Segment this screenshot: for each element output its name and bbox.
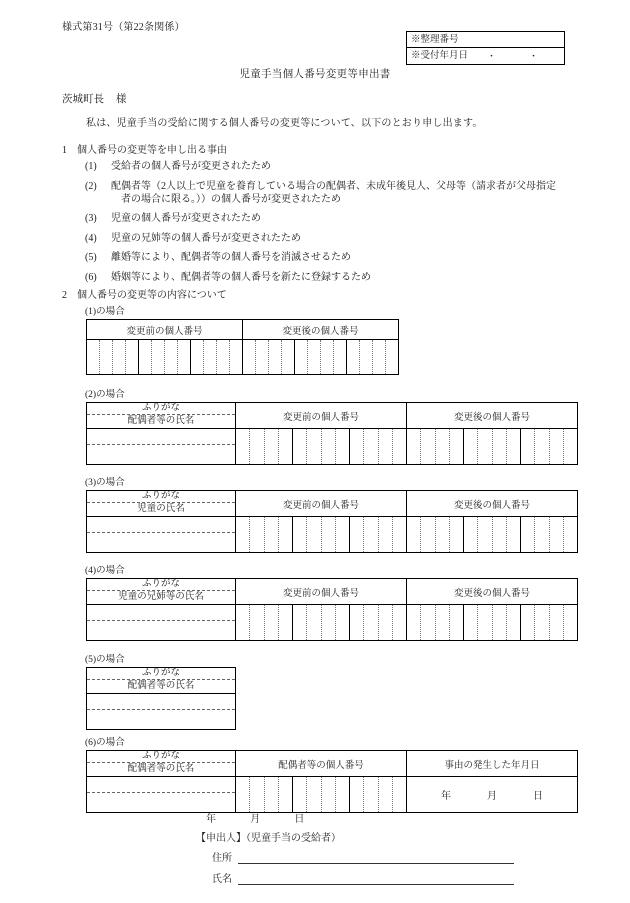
- digit-cell[interactable]: [507, 605, 521, 640]
- address-row: [212, 849, 514, 864]
- digit-cell[interactable]: [436, 429, 450, 464]
- mynumber-field-after[interactable]: [407, 517, 578, 553]
- digit-cell[interactable]: [464, 429, 478, 464]
- furigana-field[interactable]: [87, 429, 236, 445]
- digit-cell[interactable]: [550, 605, 564, 640]
- digit-cell[interactable]: [322, 429, 336, 464]
- digit-cell[interactable]: [421, 605, 435, 640]
- mynumber-field-before[interactable]: [236, 517, 407, 553]
- digit-cell[interactable]: [139, 340, 152, 374]
- digit-cell[interactable]: [336, 517, 350, 552]
- case-table-1: [86, 319, 399, 375]
- reason-text-line1: 配偶者等（2人以上で児童を養育している場合の配偶者、未成年後見人、父母等（請求者が父母指定: [111, 180, 556, 192]
- section1-heading: [62, 141, 227, 156]
- digit-cell[interactable]: [564, 605, 577, 640]
- digit-cells: [407, 429, 577, 464]
- digit-cell[interactable]: [450, 605, 464, 640]
- month-label: 月: [487, 791, 497, 802]
- section2-title: 個人番号の変更等の内容について: [77, 290, 227, 301]
- reason-marker: (6): [85, 271, 97, 283]
- digit-cell[interactable]: [243, 340, 256, 374]
- digit-cells: [236, 777, 406, 812]
- digit-cell[interactable]: [521, 517, 535, 552]
- table-header-row-2: [87, 680, 236, 694]
- digit-cells: [407, 517, 577, 552]
- reason-text-line2: 者の場合に限る。））の個人番号が変更されたため: [121, 193, 341, 205]
- digit-cell[interactable]: [364, 605, 378, 640]
- column-header-before: 変更前の個人番号: [236, 579, 407, 605]
- case-block-2: [86, 386, 578, 465]
- digit-cell[interactable]: [322, 777, 336, 812]
- digit-cell[interactable]: [379, 517, 393, 552]
- digit-cell[interactable]: [250, 517, 264, 552]
- name-field[interactable]: [87, 533, 236, 553]
- reason-item[interactable]: [85, 251, 585, 264]
- digit-cell[interactable]: [250, 429, 264, 464]
- digit-cell[interactable]: [279, 517, 293, 552]
- digit-cell[interactable]: [265, 605, 279, 640]
- digit-cell[interactable]: [464, 605, 478, 640]
- digit-cell[interactable]: [334, 340, 347, 374]
- digit-cell[interactable]: [379, 777, 393, 812]
- furigana-label: ふりがな: [87, 403, 236, 415]
- section1-number: 1: [62, 145, 67, 156]
- digit-cell[interactable]: [322, 605, 336, 640]
- digit-cell[interactable]: [336, 777, 350, 812]
- digit-cell[interactable]: [521, 605, 535, 640]
- mynumber-field-before[interactable]: [236, 429, 407, 465]
- column-header-before: 変更前の個人番号: [236, 403, 407, 429]
- digit-cell[interactable]: [550, 517, 564, 552]
- reason-item[interactable]: [85, 180, 585, 206]
- case-label: (5)の場合: [85, 655, 125, 665]
- digit-cell[interactable]: [379, 605, 393, 640]
- case-label: (3)の場合: [85, 478, 125, 488]
- case-block-6: [86, 734, 578, 813]
- name-input[interactable]: [238, 873, 514, 885]
- digit-cell[interactable]: [308, 340, 321, 374]
- table-body-row: [87, 605, 578, 621]
- table-header-row: [87, 491, 578, 503]
- digit-cell[interactable]: [535, 429, 549, 464]
- addressee: [62, 91, 127, 106]
- table-header-row: [87, 403, 578, 415]
- case-block-1: [86, 303, 399, 375]
- name-label: 児童の兄姉等の氏名: [87, 591, 236, 605]
- digit-cell[interactable]: [236, 517, 250, 552]
- digit-cell[interactable]: [126, 340, 139, 374]
- digit-cell[interactable]: [450, 517, 464, 552]
- name-field[interactable]: [87, 710, 236, 730]
- digit-cell[interactable]: [307, 517, 321, 552]
- addressee-honorific: 様: [116, 94, 127, 105]
- digit-cell[interactable]: [550, 429, 564, 464]
- digit-cell[interactable]: [250, 777, 264, 812]
- digit-cell[interactable]: [336, 605, 350, 640]
- name-label: 配偶者等の氏名: [87, 415, 236, 429]
- digit-cell[interactable]: [350, 777, 364, 812]
- addressee-name: 茨城町長: [62, 94, 104, 105]
- digit-cell[interactable]: [407, 605, 421, 640]
- digit-cell[interactable]: [564, 429, 577, 464]
- digit-cell[interactable]: [347, 340, 360, 374]
- reason-marker: (4): [85, 232, 97, 244]
- column-header-after: 変更後の個人番号: [407, 579, 578, 605]
- digit-cell[interactable]: [521, 429, 535, 464]
- digit-cell[interactable]: [393, 605, 406, 640]
- name-label: 配偶者等の氏名: [87, 680, 236, 694]
- digit-cell[interactable]: [336, 429, 350, 464]
- digit-cell[interactable]: [236, 605, 250, 640]
- reason-text: 受給者の個人番号が変更されたため: [111, 161, 271, 172]
- table-body-row: [87, 694, 236, 710]
- digit-cell[interactable]: [293, 777, 307, 812]
- digit-cell[interactable]: [230, 340, 242, 374]
- digit-cell[interactable]: [407, 517, 421, 552]
- digit-cell[interactable]: [279, 605, 293, 640]
- digit-cell[interactable]: [236, 777, 250, 812]
- digit-cell[interactable]: [279, 429, 293, 464]
- column-header-before: 変更前の個人番号: [87, 320, 243, 340]
- reason-text: 児童の兄姉等の個人番号が変更されたため: [111, 232, 301, 244]
- table-header-row: [87, 579, 578, 591]
- digit-cell[interactable]: [386, 340, 398, 374]
- digit-cell[interactable]: [421, 517, 435, 552]
- digit-cell[interactable]: [293, 605, 307, 640]
- section2-heading: [62, 286, 227, 301]
- reason-text: [111, 180, 585, 206]
- digit-cell[interactable]: [152, 340, 165, 374]
- table-body-row: [87, 340, 399, 375]
- digit-cell[interactable]: [464, 517, 478, 552]
- digit-cell[interactable]: [295, 340, 308, 374]
- digit-cell[interactable]: [421, 429, 435, 464]
- mynumber-field[interactable]: [236, 777, 407, 813]
- column-header-after: 変更後の個人番号: [407, 491, 578, 517]
- digit-cells: [236, 605, 406, 640]
- digit-cell[interactable]: [293, 517, 307, 552]
- digit-cells: [236, 429, 406, 464]
- digit-cell[interactable]: [535, 605, 549, 640]
- address-input[interactable]: [238, 852, 514, 864]
- reason-text: 離婚等により、配偶者等の個人番号を消滅させるため: [111, 252, 351, 263]
- table-header-row: [87, 751, 578, 763]
- table-body-row: [87, 777, 578, 793]
- digit-cell[interactable]: [265, 777, 279, 812]
- page-title: 児童手当個人番号変更等申出書: [239, 69, 391, 80]
- digit-cell[interactable]: [379, 429, 393, 464]
- case-block-5: [86, 651, 236, 730]
- digit-cells: [236, 517, 406, 552]
- digit-cell[interactable]: [293, 429, 307, 464]
- furigana-field[interactable]: [87, 605, 236, 621]
- digit-cell[interactable]: [478, 517, 492, 552]
- digit-cell[interactable]: [507, 429, 521, 464]
- table-header-row: [87, 320, 399, 340]
- digit-cell[interactable]: [265, 517, 279, 552]
- reason-marker: (1): [85, 161, 97, 172]
- digit-cell[interactable]: [507, 517, 521, 552]
- column-header-after: 変更後の個人番号: [407, 403, 578, 429]
- digit-cell[interactable]: [191, 340, 204, 374]
- digit-cell[interactable]: [282, 340, 295, 374]
- digit-cell[interactable]: [393, 777, 406, 812]
- furigana-label: ふりがな: [87, 579, 236, 591]
- case-label: (6)の場合: [85, 738, 125, 748]
- digit-cell[interactable]: [307, 777, 321, 812]
- reason-item[interactable]: [85, 271, 585, 284]
- digit-cell[interactable]: [450, 429, 464, 464]
- digit-cell[interactable]: [364, 429, 378, 464]
- reference-number-label: ※整理番号: [411, 34, 459, 45]
- digit-cell[interactable]: [478, 429, 492, 464]
- name-label: 配偶者等の氏名: [87, 763, 236, 777]
- digit-cell[interactable]: [407, 429, 421, 464]
- digit-cell[interactable]: [100, 340, 113, 374]
- reason-item[interactable]: [85, 212, 585, 225]
- event-date-ymd: [407, 777, 577, 812]
- digit-cell[interactable]: [360, 340, 373, 374]
- digit-cell[interactable]: [564, 517, 577, 552]
- address-label: 住所: [212, 853, 232, 864]
- digit-cell[interactable]: [269, 340, 282, 374]
- furigana-field[interactable]: [87, 694, 236, 710]
- digit-cell[interactable]: [165, 340, 178, 374]
- reception-date-row: [407, 48, 564, 64]
- column-header-before: 変更前の個人番号: [236, 491, 407, 517]
- reason-item[interactable]: [85, 232, 585, 245]
- furigana-label: ふりがな: [87, 491, 236, 503]
- digit-cell[interactable]: [350, 517, 364, 552]
- section2-number: 2: [62, 290, 67, 301]
- table-body-row-2: [87, 710, 236, 730]
- digit-cell[interactable]: [364, 517, 378, 552]
- digit-cell[interactable]: [393, 429, 406, 464]
- year-label: 年: [441, 791, 451, 802]
- column-header-event-date: 事由の発生した年月日: [407, 751, 578, 777]
- digit-cell[interactable]: [87, 340, 100, 374]
- mynumber-field-after[interactable]: [407, 429, 578, 465]
- reason-item[interactable]: [85, 160, 585, 173]
- reason-marker: (2): [85, 180, 97, 192]
- table-body-row: [87, 429, 578, 445]
- column-header-after: 変更後の個人番号: [243, 320, 399, 340]
- digit-cell[interactable]: [350, 605, 364, 640]
- digit-cell[interactable]: [478, 605, 492, 640]
- reason-list: [85, 160, 585, 290]
- digit-cell[interactable]: [364, 777, 378, 812]
- digit-cell[interactable]: [436, 517, 450, 552]
- reason-marker: (5): [85, 252, 97, 263]
- digit-cells: [243, 340, 398, 374]
- digit-cell[interactable]: [256, 340, 269, 374]
- digit-cell[interactable]: [436, 605, 450, 640]
- digit-cells: [407, 605, 577, 640]
- digit-cell[interactable]: [217, 340, 230, 374]
- digit-cell[interactable]: [279, 777, 293, 812]
- case-block-4: [86, 562, 578, 641]
- mynumber-field-before[interactable]: [236, 605, 407, 641]
- name-label: 児童の氏名: [87, 503, 236, 517]
- digit-cell[interactable]: [350, 429, 364, 464]
- case-table-2: [86, 402, 578, 465]
- event-date-field[interactable]: [407, 777, 578, 813]
- digit-cell[interactable]: [321, 340, 334, 374]
- reason-marker: (3): [85, 213, 97, 224]
- case-table-5: [86, 667, 236, 730]
- digit-cell[interactable]: [535, 517, 549, 552]
- mynumber-field-after[interactable]: [407, 605, 578, 641]
- digit-cell[interactable]: [322, 517, 336, 552]
- month-label: 月: [250, 814, 261, 825]
- furigana-label: ふりがな: [87, 668, 236, 680]
- name-row: [212, 870, 514, 885]
- mynumber-field-before[interactable]: [87, 340, 243, 375]
- reception-date-label: ※受付年月日: [411, 51, 469, 61]
- case-label: (4)の場合: [85, 566, 125, 576]
- digit-cell[interactable]: [393, 517, 406, 552]
- digit-cell[interactable]: [113, 340, 126, 374]
- form-number: 様式第31号（第22条関係）: [62, 22, 185, 33]
- digit-cell[interactable]: [236, 429, 250, 464]
- section1-title: 個人番号の変更等を申し出る事由: [77, 145, 227, 156]
- name-label: 氏名: [212, 874, 232, 885]
- digit-cell[interactable]: [178, 340, 191, 374]
- name-field[interactable]: [87, 445, 236, 465]
- digit-cell[interactable]: [204, 340, 217, 374]
- digit-cell[interactable]: [307, 429, 321, 464]
- digit-cell[interactable]: [493, 517, 507, 552]
- digit-cell[interactable]: [250, 605, 264, 640]
- day-label: 日: [294, 814, 305, 825]
- digit-cell[interactable]: [307, 605, 321, 640]
- column-header-mynumber: 配偶者等の個人番号: [236, 751, 407, 777]
- submission-date-line[interactable]: [206, 810, 339, 825]
- furigana-field[interactable]: [87, 777, 236, 793]
- applicant-heading: 【申出人】（児童手当の受給者）: [196, 833, 341, 844]
- name-field[interactable]: [87, 621, 236, 641]
- intro-text: 私は、児童手当の受給に関する個人番号の変更等について、以下のとおり申し出ます。: [86, 118, 483, 129]
- furigana-label: ふりがな: [87, 751, 236, 763]
- furigana-field[interactable]: [87, 517, 236, 533]
- reference-number-row: [407, 32, 564, 48]
- case-table-3: [86, 490, 578, 553]
- digit-cell[interactable]: [265, 429, 279, 464]
- reason-text: 児童の個人番号が変更されたため: [111, 213, 261, 224]
- reception-date-separator: ・ ・: [486, 51, 550, 61]
- mynumber-field-after[interactable]: [243, 340, 399, 375]
- table-header-row: [87, 668, 236, 680]
- digit-cells: [87, 340, 242, 374]
- reason-text: 婚姻等により、配偶者等の個人番号を新たに登録するため: [111, 271, 371, 283]
- table-body-row: [87, 517, 578, 533]
- day-label: 日: [533, 791, 543, 802]
- case-block-3: [86, 474, 578, 553]
- case-label: (1)の場合: [85, 307, 125, 317]
- year-label: 年: [206, 814, 217, 825]
- digit-cell[interactable]: [493, 605, 507, 640]
- case-label: (2)の場合: [85, 390, 125, 400]
- case-table-6: [86, 750, 578, 813]
- digit-cell[interactable]: [373, 340, 386, 374]
- digit-cell[interactable]: [493, 429, 507, 464]
- admin-use-box: [406, 31, 565, 65]
- case-table-4: [86, 578, 578, 641]
